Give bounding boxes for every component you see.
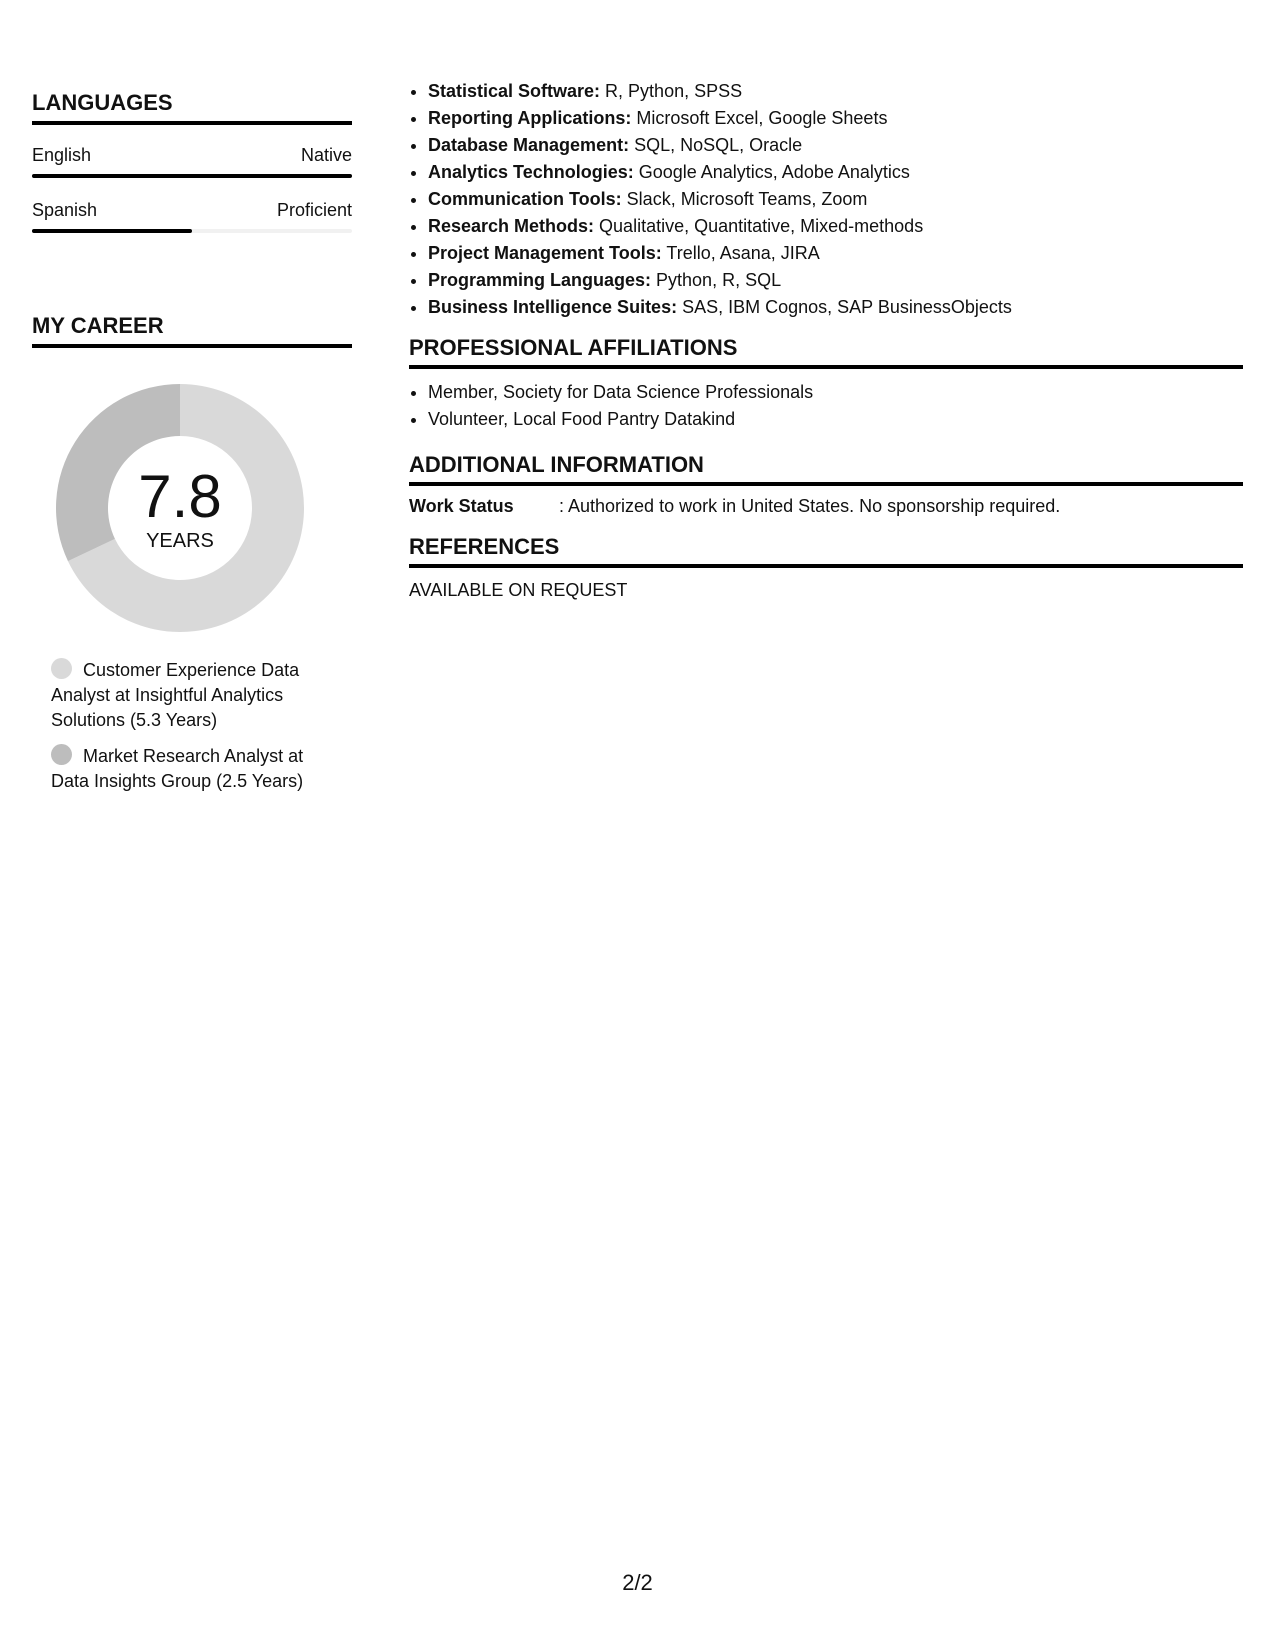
language-item-spanish [32,200,352,233]
skill-category: Statistical Software: [428,81,601,101]
page-number: 2/2 [622,1570,653,1595]
left-column [32,90,352,805]
skills-list [409,78,1243,321]
language-proficiency-bar [32,174,352,178]
skill-values: Trello, Asana, JIRA [661,243,820,263]
language-name: English [32,145,92,165]
affiliations-list [409,379,1243,433]
skill-item [428,186,1243,213]
career-legend-item [51,658,341,733]
language-proficiency-fill [32,229,192,233]
skill-category: Reporting Applications: [428,108,632,128]
affiliation-item: • Volunteer, Local Food Pantry Datakind [428,406,1243,433]
skill-category: Research Methods: [428,216,595,236]
skill-values: Microsoft Excel, Google Sheets [631,108,888,128]
skill-category: Communication Tools: [428,189,622,209]
skill-item [428,159,1243,186]
skill-category: Project Management Tools: [428,243,662,263]
skill-values: SQL, NoSQL, Oracle [629,135,803,155]
donut-center [56,384,304,632]
language-item-english [32,145,352,178]
skill-item [428,294,1243,321]
career-donut-chart [56,384,304,632]
skill-item [428,267,1243,294]
affiliation-item: • Member, Society for Data Science Professionals [428,379,1243,406]
work-status-row [409,494,1243,518]
career-legend-label: Customer Experience Data Analyst at Insightful Analytics Solutions (5.3 Years) [51,660,300,730]
career-legend-item [51,744,341,794]
skill-item [428,240,1243,267]
legend-dot-icon [51,658,72,679]
skill-values: Qualitative, Quantitative, Mixed-methods [594,216,924,236]
languages-title: LANGUAGES [32,90,352,125]
skill-item [428,105,1243,132]
skill-category: Programming Languages: [428,270,652,290]
language-proficiency-bar [32,229,352,233]
affiliations-title: PROFESSIONAL AFFILIATIONS [409,335,1243,369]
skill-category: Database Management: [428,135,630,155]
career-legend-label: Market Research Analyst at Data Insights Group (2.5 Years) [51,746,304,791]
references-text: AVAILABLE ON REQUEST [409,580,628,600]
skill-item [428,78,1243,105]
references-title: REFERENCES [409,534,1243,568]
additional-info-title: ADDITIONAL INFORMATION [409,452,1243,486]
skill-category: Analytics Technologies: [428,162,634,182]
skill-values: Google Analytics, Adobe Analytics [633,162,910,182]
career-title: MY CAREER [32,313,352,348]
language-level: Proficient [276,200,352,220]
skill-values: R, Python, SPSS [600,81,743,101]
career-total-years: 7.8 [138,463,222,530]
skill-values: Slack, Microsoft Teams, Zoom [621,189,868,209]
legend-dot-icon [51,744,72,765]
skill-item [428,213,1243,240]
right-column [409,78,1243,602]
work-status-value: : Authorized to work in United States. No sponsorship required. [559,496,1061,516]
language-name: Spanish [32,200,98,220]
skill-values: Python, R, SQL [651,270,782,290]
skill-category: Business Intelligence Suites: [428,297,678,317]
career-legend [51,658,341,794]
career-years-unit: YEARS [146,530,214,552]
language-proficiency-fill [32,174,352,178]
skill-item [428,132,1243,159]
skill-values: SAS, IBM Cognos, SAP BusinessObjects [677,297,1012,317]
language-level: Native [300,145,352,165]
work-status-label: Work Status [409,496,514,516]
